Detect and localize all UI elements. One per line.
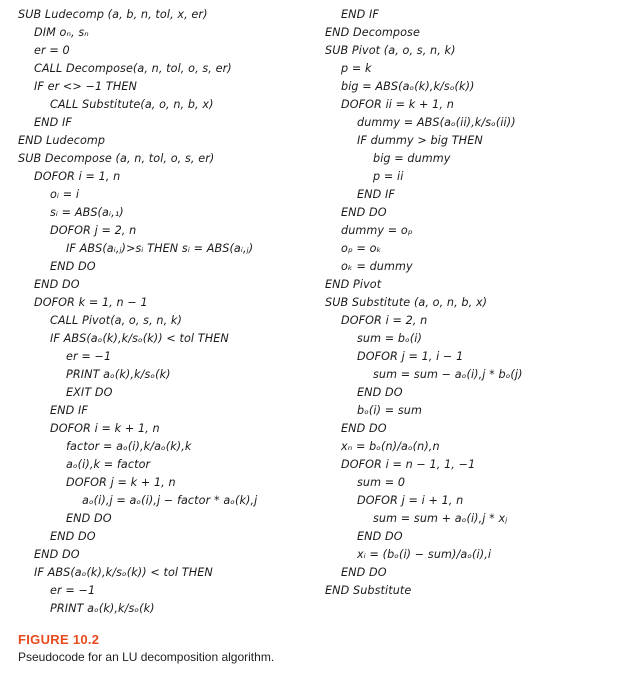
code-line: big = ABS(aₒ(k),k/sₒ(k)) (341, 80, 475, 93)
code-line: SUB Pivot (a, o, s, n, k) (325, 44, 456, 57)
figure-title: FIGURE 10.2 (18, 632, 100, 647)
code-line: SUB Ludecomp (a, b, n, tol, x, er) (18, 8, 208, 21)
code-line: END Substitute (325, 584, 412, 597)
figure-description: Pseudocode for an LU decomposition algorithm. (18, 650, 275, 664)
code-line: dummy = ABS(aₒ(ii),k/sₒ(ii)) (357, 116, 516, 129)
code-line: END Pivot (325, 278, 382, 291)
code-line: oₖ = dummy (341, 260, 413, 273)
code-line: oₚ = oₖ (341, 242, 382, 255)
code-line: END DO (50, 530, 96, 543)
code-line: DOFOR j = 2, n (50, 224, 137, 237)
pseudocode-left-column (18, 6, 318, 618)
code-line: CALL Pivot(a, o, s, n, k) (50, 314, 182, 327)
code-line: dummy = oₚ (341, 224, 413, 237)
code-line: IF ABS(aᵢ,ⱼ)>sᵢ THEN sᵢ = ABS(aᵢ,ⱼ) (66, 242, 254, 255)
code-line: CALL Decompose(a, n, tol, o, s, er) (34, 62, 232, 75)
code-line: CALL Substitute(a, o, n, b, x) (50, 98, 214, 111)
code-line: SUB Substitute (a, o, n, b, x) (325, 296, 488, 309)
code-line: big = dummy (373, 152, 451, 165)
code-line: END DO (34, 278, 80, 291)
code-line: IF er <> −1 THEN (34, 80, 137, 93)
code-line: END DO (341, 566, 387, 579)
code-line: END DO (341, 206, 387, 219)
code-line: END IF (357, 188, 395, 201)
code-line: DOFOR i = 1, n (34, 170, 121, 183)
code-line: SUB Decompose (a, n, tol, o, s, er) (18, 152, 215, 165)
code-line: IF dummy > big THEN (357, 134, 483, 147)
code-line: xₙ = bₒ(n)/aₒ(n),n (341, 440, 440, 453)
code-line: END IF (50, 404, 88, 417)
code-line: END Decompose (325, 26, 420, 39)
code-line: DIM oₙ, sₙ (34, 26, 89, 39)
code-line: er = 0 (34, 44, 70, 57)
code-line: sum = sum − aₒ(i),j * bₒ(j) (373, 368, 523, 381)
pseudocode-right-column (325, 6, 630, 600)
code-line: factor = aₒ(i),k/aₒ(k),k (66, 440, 192, 453)
code-line: DOFOR k = 1, n − 1 (34, 296, 148, 309)
code-line: oᵢ = i (50, 188, 80, 201)
code-line: DOFOR j = 1, i − 1 (357, 350, 464, 363)
code-line: EXIT DO (66, 386, 113, 399)
code-line: END DO (357, 386, 403, 399)
code-line: END Ludecomp (18, 134, 106, 147)
code-line: sum = 0 (357, 476, 406, 489)
code-line: sum = bₒ(i) (357, 332, 422, 345)
figure-caption (18, 632, 274, 664)
code-line: END DO (50, 260, 96, 273)
code-line: DOFOR i = 2, n (341, 314, 428, 327)
code-line: aₒ(i),k = factor (66, 458, 151, 471)
code-line: END DO (34, 548, 80, 561)
code-line: DOFOR i = n − 1, 1, −1 (341, 458, 476, 471)
code-line: er = −1 (66, 350, 112, 363)
code-line: IF ABS(aₒ(k),k/sₒ(k)) < tol THEN (34, 566, 213, 579)
code-line: sᵢ = ABS(aᵢ,₁) (50, 206, 124, 219)
code-line: PRINT aₒ(k),k/sₒ(k) (66, 368, 171, 381)
code-line: END DO (357, 530, 403, 543)
code-line: DOFOR j = k + 1, n (66, 476, 176, 489)
code-line: xᵢ = (bₒ(i) − sum)/aₒ(i),i (357, 548, 492, 561)
code-line: END DO (341, 422, 387, 435)
code-line: sum = sum + aₒ(i),j * xⱼ (373, 512, 508, 525)
code-line: IF ABS(aₒ(k),k/sₒ(k)) < tol THEN (50, 332, 229, 345)
code-line: END IF (34, 116, 72, 129)
code-line: PRINT aₒ(k),k/sₒ(k) (50, 602, 155, 615)
code-line: DOFOR ii = k + 1, n (341, 98, 454, 111)
code-line: p = k (341, 62, 372, 75)
code-line: aₒ(i),j = aₒ(i),j − factor * aₒ(k),j (82, 494, 258, 507)
code-line: DOFOR i = k + 1, n (50, 422, 160, 435)
code-line: bₒ(i) = sum (357, 404, 422, 417)
code-line: er = −1 (50, 584, 96, 597)
code-line: END IF (341, 8, 379, 21)
code-line: p = ii (373, 170, 404, 183)
code-line: DOFOR j = i + 1, n (357, 494, 464, 507)
code-line: END DO (66, 512, 112, 525)
